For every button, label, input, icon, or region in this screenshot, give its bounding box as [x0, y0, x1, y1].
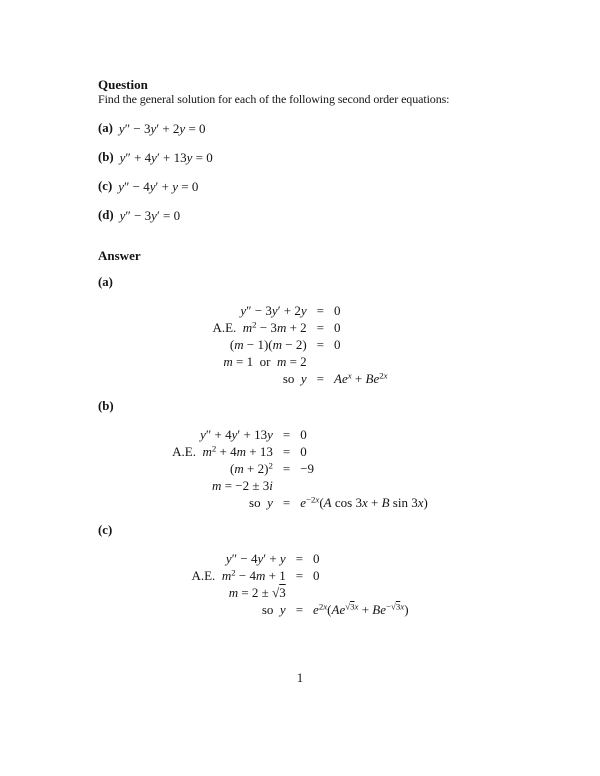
equation-rhs: $e^{-2x}(A$ cos 3x + B sin 3x)	[300, 494, 428, 510]
answer-part-label: (c)	[98, 523, 113, 537]
equation-lhs: A.E. $m^2 - 3m + 2$	[212, 319, 307, 335]
equation-lhs: A.E. $m^2 - 4m + 1$	[191, 567, 286, 583]
equation-lhs: so y	[282, 371, 307, 386]
equation-row	[191, 567, 408, 584]
equation-rhs	[313, 584, 408, 601]
equation-row	[191, 550, 408, 567]
equation-relation: =	[295, 568, 304, 583]
answer-parts	[98, 275, 502, 618]
equation-rhs	[334, 353, 388, 370]
equation-rhs: 0	[334, 320, 341, 335]
equation-lhs: so y	[249, 495, 273, 510]
question-item	[98, 121, 502, 136]
equation-lhs: $(m + 2)^2$	[230, 460, 273, 476]
equation-row	[191, 584, 408, 601]
question-item-equation: y″ − 3y′ + 2y = 0	[118, 121, 206, 136]
equation-relation	[307, 353, 334, 370]
equation-rhs: 0	[300, 444, 307, 459]
equation-rhs: 0	[313, 568, 320, 583]
equation-relation: =	[282, 427, 291, 442]
question-heading: Question	[98, 77, 148, 92]
equation-relation: =	[295, 602, 304, 617]
equation-rhs: $Ae^x + Be^{2x}$	[334, 370, 388, 386]
question-list	[98, 121, 502, 223]
equation-relation	[273, 477, 300, 494]
equation-row	[212, 319, 387, 336]
question-item	[98, 208, 502, 223]
equation-row	[172, 426, 428, 443]
equation-relation: =	[295, 551, 304, 566]
question-item-label: (a)	[98, 121, 113, 135]
equation-block	[191, 550, 408, 618]
equation-row	[172, 443, 428, 460]
equation-lhs: A.E. $m^2 + 4m + 13$	[172, 443, 273, 459]
equation-relation	[286, 584, 313, 601]
equation-row	[172, 477, 428, 494]
answer-part-label: (b)	[98, 399, 114, 413]
equation-row	[191, 601, 408, 618]
answer-part	[98, 523, 502, 618]
answer-heading: Answer	[98, 248, 141, 263]
equation-lhs: m = −2 ± 3i	[212, 478, 273, 493]
page-number: 1	[296, 671, 304, 685]
answer-part-label: (a)	[98, 275, 113, 289]
equation-relation: =	[282, 495, 291, 510]
equation-lhs: m = 1 or m = 2	[223, 354, 307, 369]
question-item-label: (b)	[98, 150, 114, 164]
question-item-equation: y″ − 3y′ = 0	[119, 208, 181, 223]
question-item-label: (c)	[98, 179, 113, 193]
equation-row	[172, 494, 428, 511]
equation-rhs: $e^{2x}(Ae^{√3x} + Be^{-√3x})$	[313, 601, 409, 617]
equation-row	[212, 353, 387, 370]
question-intro: Find the general solution for each of the following second order equations:	[98, 92, 450, 106]
equation-rhs: 0	[334, 303, 341, 318]
equation-rhs	[300, 477, 428, 494]
equation-relation: =	[316, 320, 325, 335]
equation-lhs: y″ − 3y′ + 2y	[240, 303, 307, 318]
equation-block	[212, 302, 387, 387]
equation-relation: =	[316, 303, 325, 318]
answer-part	[98, 399, 502, 511]
equation-row	[212, 370, 387, 387]
answer-part	[98, 275, 502, 387]
equation-relation: =	[316, 371, 325, 386]
question-item-label: (d)	[98, 208, 114, 222]
question-item	[98, 150, 502, 165]
equation-rhs: 0	[300, 427, 307, 442]
equation-rhs: −9	[300, 461, 315, 476]
equation-relation: =	[282, 461, 291, 476]
question-item-equation: y″ + 4y′ + 13y = 0	[119, 150, 213, 165]
question-item	[98, 179, 502, 194]
equation-relation: =	[316, 337, 325, 352]
question-item-equation: y″ − 4y′ + y = 0	[118, 179, 199, 194]
equation-row	[212, 302, 387, 319]
equation-lhs: y″ + 4y′ + 13y	[200, 427, 273, 442]
equation-block	[172, 426, 428, 511]
equation-row	[172, 460, 428, 477]
equation-lhs: so y	[261, 602, 286, 617]
equation-rhs: 0	[334, 337, 341, 352]
equation-relation: =	[282, 444, 291, 459]
equation-row	[212, 336, 387, 353]
equation-lhs: y″ − 4y′ + y	[225, 551, 286, 566]
equation-rhs: 0	[313, 551, 320, 566]
equation-lhs: (m − 1)(m − 2)	[229, 337, 307, 352]
page-content	[98, 77, 502, 618]
equation-lhs: m = 2 ± √3	[228, 585, 286, 600]
